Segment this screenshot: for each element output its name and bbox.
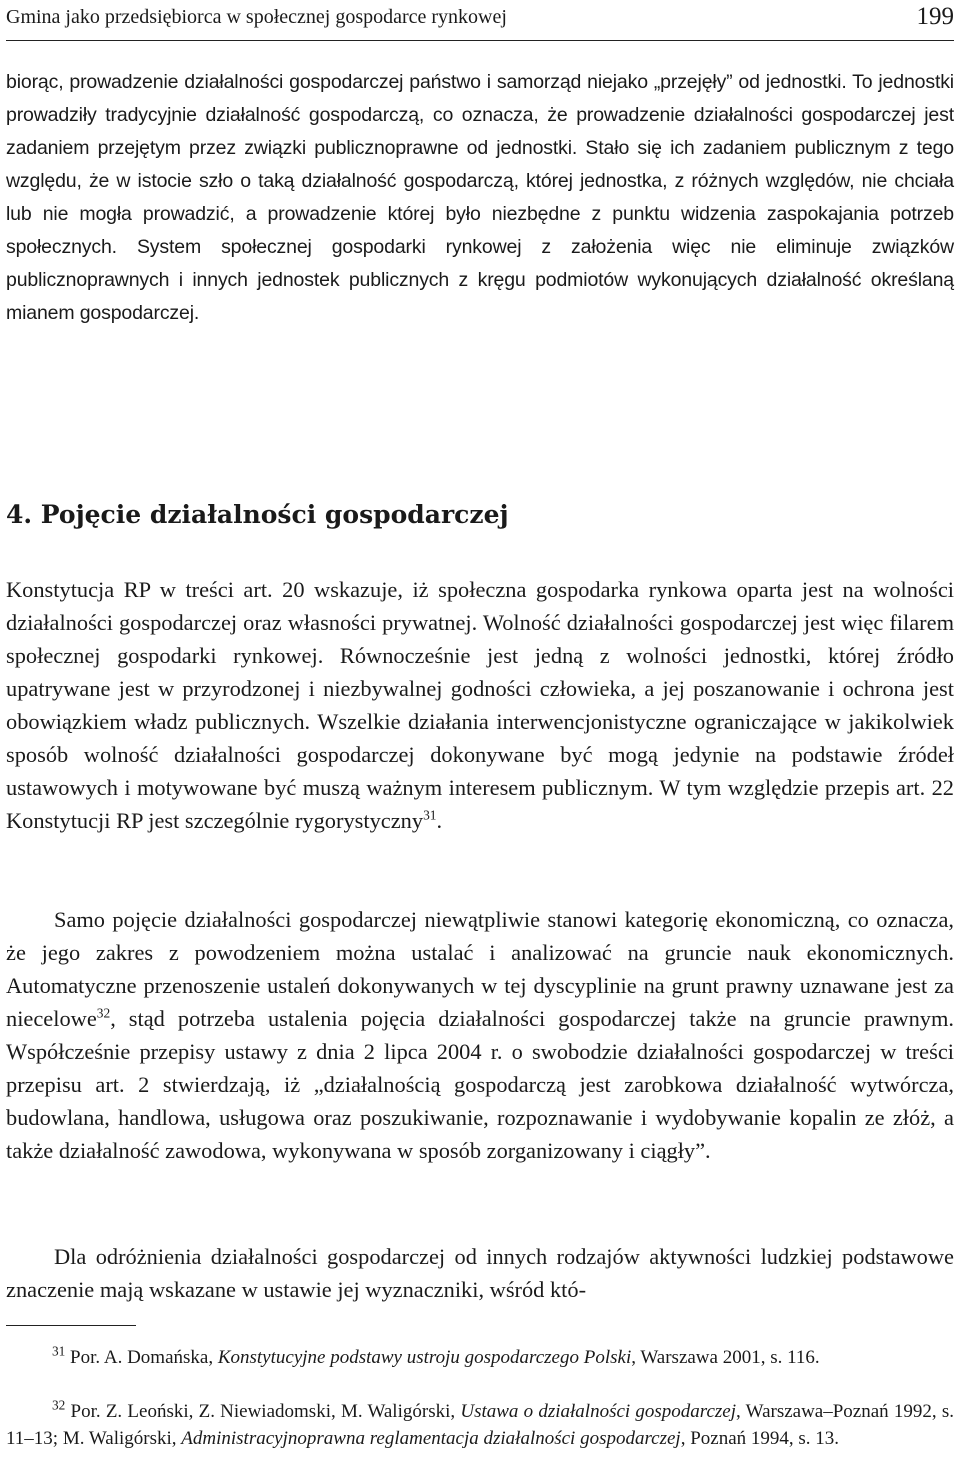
footnote-32 xyxy=(6,1398,954,1452)
paragraph-end: . xyxy=(436,808,443,833)
footnote-text: , Warszawa 2001, s. 116. xyxy=(631,1347,820,1368)
footnote-text: Por. A. Domańska, xyxy=(70,1347,218,1368)
paragraph-economic-concept xyxy=(6,903,954,1167)
footnote-text: , Poznań 1994, s. 13. xyxy=(680,1428,840,1449)
page-header xyxy=(6,0,954,41)
footnote-separator xyxy=(6,1325,136,1326)
footnote-31 xyxy=(6,1344,954,1371)
footnote-text: Por. Z. Leoński, Z. Niewiadomski, M. Waligórski, xyxy=(70,1401,461,1422)
paragraph-text-before: Samo pojęcie działalności gospodarczej niewątpliwie stanowi kategorię ekonomiczną, co oznacza, że jego zakres z powodzeniem można ustalać i analizować na gruncie nauk ekonomicznych. Automatyczne przenoszenie ustaleń dokonywanych w tej dyscyplinie na grunt prawny uznawane jest za niecelowe xyxy=(6,907,954,1031)
paragraph-constitution xyxy=(6,573,954,837)
paragraph-text-after: , stąd potrzeba ustalenia pojęcia działalności gospodarczej także na gruncie prawnym. Współcześnie przepisy ustawy z dnia 2 lipca 2004 r. o swobodzie działalności gospodarczej w treści przepisu art. 2 stwierdzają, iż „działalnością gospodarczą jest zarobkowa działalność wytwórcza, budowlana, handlowa, usługowa oraz poszukiwanie, rozpoznawanie i wydobywanie kopalin ze złóż, a także działalność zawodowa, wykonywana w sposób zorganizowany i ciągły”. xyxy=(6,1006,954,1163)
paragraph-continuation: biorąc, prowadzenie działalności gospodarczej państwo i samorząd niejako „przejęły” od jednostki. To jednostki prowadziły tradycyjnie działalność gospodarczą, co oznacza, że prowadzenie działalności gospodarczej jest zadaniem przejętym przez związki publicznoprawne od jednostki. Stało się ich zadaniem publicznym z tego względu, że w istocie szło o taką działalność gospodarczą, której jednostka, z różnych względów, nie chciała lub nie mogła prowadzić, a prowadzenie której było niezbędne z punktu widzenia zaspokajania potrzeb społecznych. System społecznej gospodarki rynkowej z założenia więc nie eliminuje związków publicznoprawnych i innych jednostek publicznych z kręgu podmiotów wykonujących działalność określaną mianem gospodarczej. xyxy=(6,71,954,324)
footnote-text: , Warszawa–Poznań 1992, s. 11–13; M. Waligórski, xyxy=(6,1401,955,1449)
footnote-ref-31[interactable]: 31 xyxy=(423,807,437,823)
footnote-number: 32 xyxy=(52,1397,66,1413)
running-title: Gmina jako przedsiębiorca w społecznej gospodarce rynkowej xyxy=(6,6,507,28)
paragraph-text: Konstytucja RP w treści art. 20 wskazuje, iż społeczna gospodarka rynkowa oparta jest na wolności działalności gospodarczej oraz własności prywatnej. Wolność działalności gospodarczej jest więc filarem społecznej gospodarki rynkowej. Równocześnie jest jedną z wolności jednostki, której źródło upatrywane jest w przyrodzonej i niezbywalnej godności człowieka, a jej poszanowanie i ochrona jest obowiązkiem władz publicznych. Wszelkie działania interwencjonistyczne ograniczające w jakikolwiek sposób wolność działalności gospodarczej dokonywane być mogą jedynie na podstawie źródeł ustawowych i motywowane być muszą ważnym interesem publicznym. W tym względzie przepis art. 22 Konstytucji RP jest szczególnie rygorystyczny xyxy=(6,577,954,833)
book-page xyxy=(6,0,954,1484)
paragraph-distinction: Dla odróżnienia działalności gospodarczej od innych rodzajów aktywności ludzkiej podstawowe znaczenie mają wskazane w ustawie jej wyznaczniki, wśród któ- xyxy=(6,1244,954,1302)
section-heading: 4. Pojęcie działalności gospodarczej xyxy=(6,500,509,529)
page-number: 199 xyxy=(916,3,954,30)
footnote-number: 31 xyxy=(52,1343,66,1359)
footnote-title: Administracyjnoprawna reglamentacja działalności gospodarczej xyxy=(181,1428,681,1449)
footnote-title: Ustawa o działalności gospodarczej xyxy=(460,1401,737,1422)
footnote-title: Konstytucyjne podstawy ustroju gospodarczego Polski xyxy=(217,1347,632,1368)
footnote-ref-32[interactable]: 32 xyxy=(96,1005,111,1021)
